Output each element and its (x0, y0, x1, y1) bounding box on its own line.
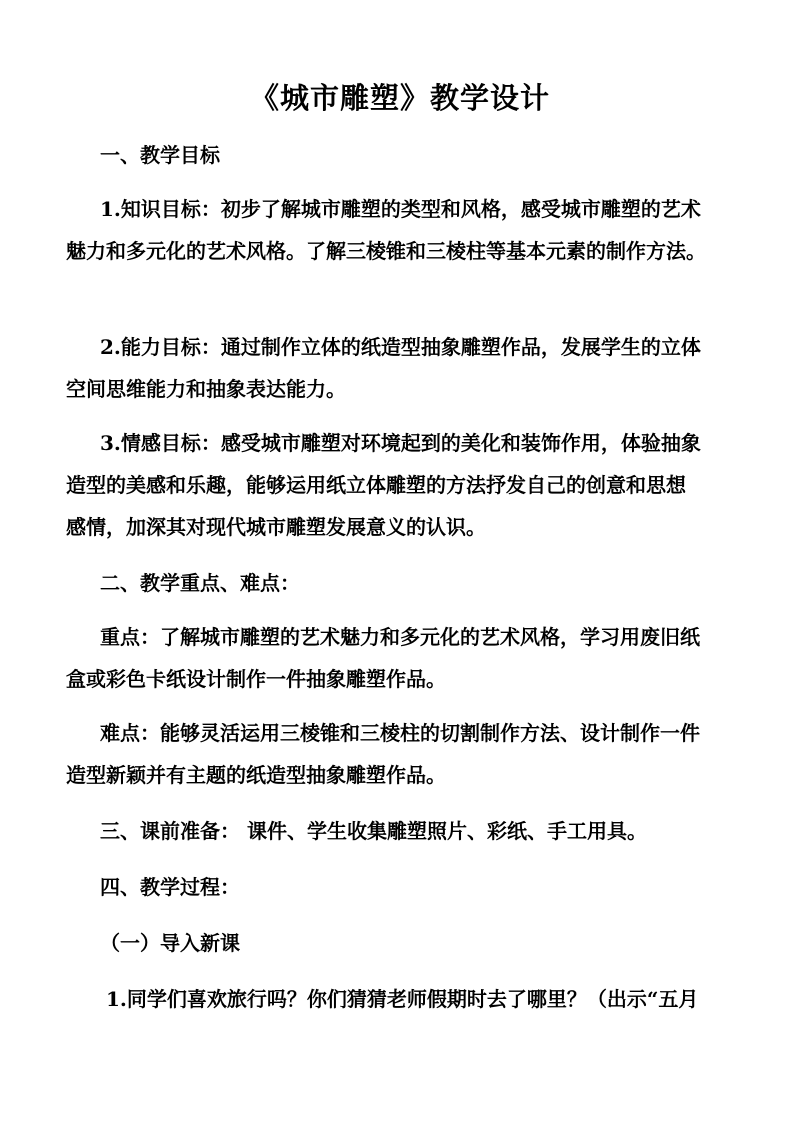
paragraph-line: 1.知识目标：初步了解城市雕塑的类型和风格，感受城市雕塑的艺术 (100, 197, 701, 221)
section-heading-preparation: 三、课前准备： 课件、学生收集雕塑照片、彩纸、手工用具。 (100, 819, 647, 843)
section-heading-objectives: 一、教学目标 (100, 143, 220, 167)
paragraph-line: 重点：了解城市雕塑的艺术魅力和多元化的艺术风格，学习用废旧纸 (100, 625, 700, 649)
paragraph-line: 感情，加深其对现代城市雕塑发展意义的认识。 (66, 515, 486, 539)
paragraph-line: 造型新颖并有主题的纸造型抽象雕塑作品。 (66, 763, 446, 787)
document-title: 《城市雕塑》教学设计 (249, 81, 550, 115)
paragraph-line: 3.情感目标：感受城市雕塑对环境起到的美化和装饰作用，体验抽象 (100, 431, 701, 455)
section-heading-key-points: 二、教学重点、难点： (100, 571, 300, 595)
subsection-heading-intro: （一）导入新课 (100, 931, 240, 955)
paragraph-line: 难点：能够灵活运用三棱锥和三棱柱的切割制作方法、设计制作一件 (100, 721, 700, 745)
paragraph-line: 造型的美感和乐趣，能够运用纸立体雕塑的方法抒发自己的创意和思想 (66, 473, 686, 497)
paragraph-line: 1.同学们喜欢旅行吗？你们猜猜老师假期时去了哪里？（出示“五月 (106, 987, 699, 1011)
section-heading-process: 四、教学过程： (100, 875, 240, 899)
paragraph-line: 盒或彩色卡纸设计制作一件抽象雕塑作品。 (66, 667, 446, 691)
paragraph-line: 魅力和多元化的艺术风格。了解三棱锥和三棱柱等基本元素的制作方法。 (66, 239, 706, 263)
paragraph-line: 空间思维能力和抽象表达能力。 (66, 377, 346, 401)
paragraph-line: 2.能力目标：通过制作立体的纸造型抽象雕塑作品，发展学生的立体 (100, 335, 701, 359)
